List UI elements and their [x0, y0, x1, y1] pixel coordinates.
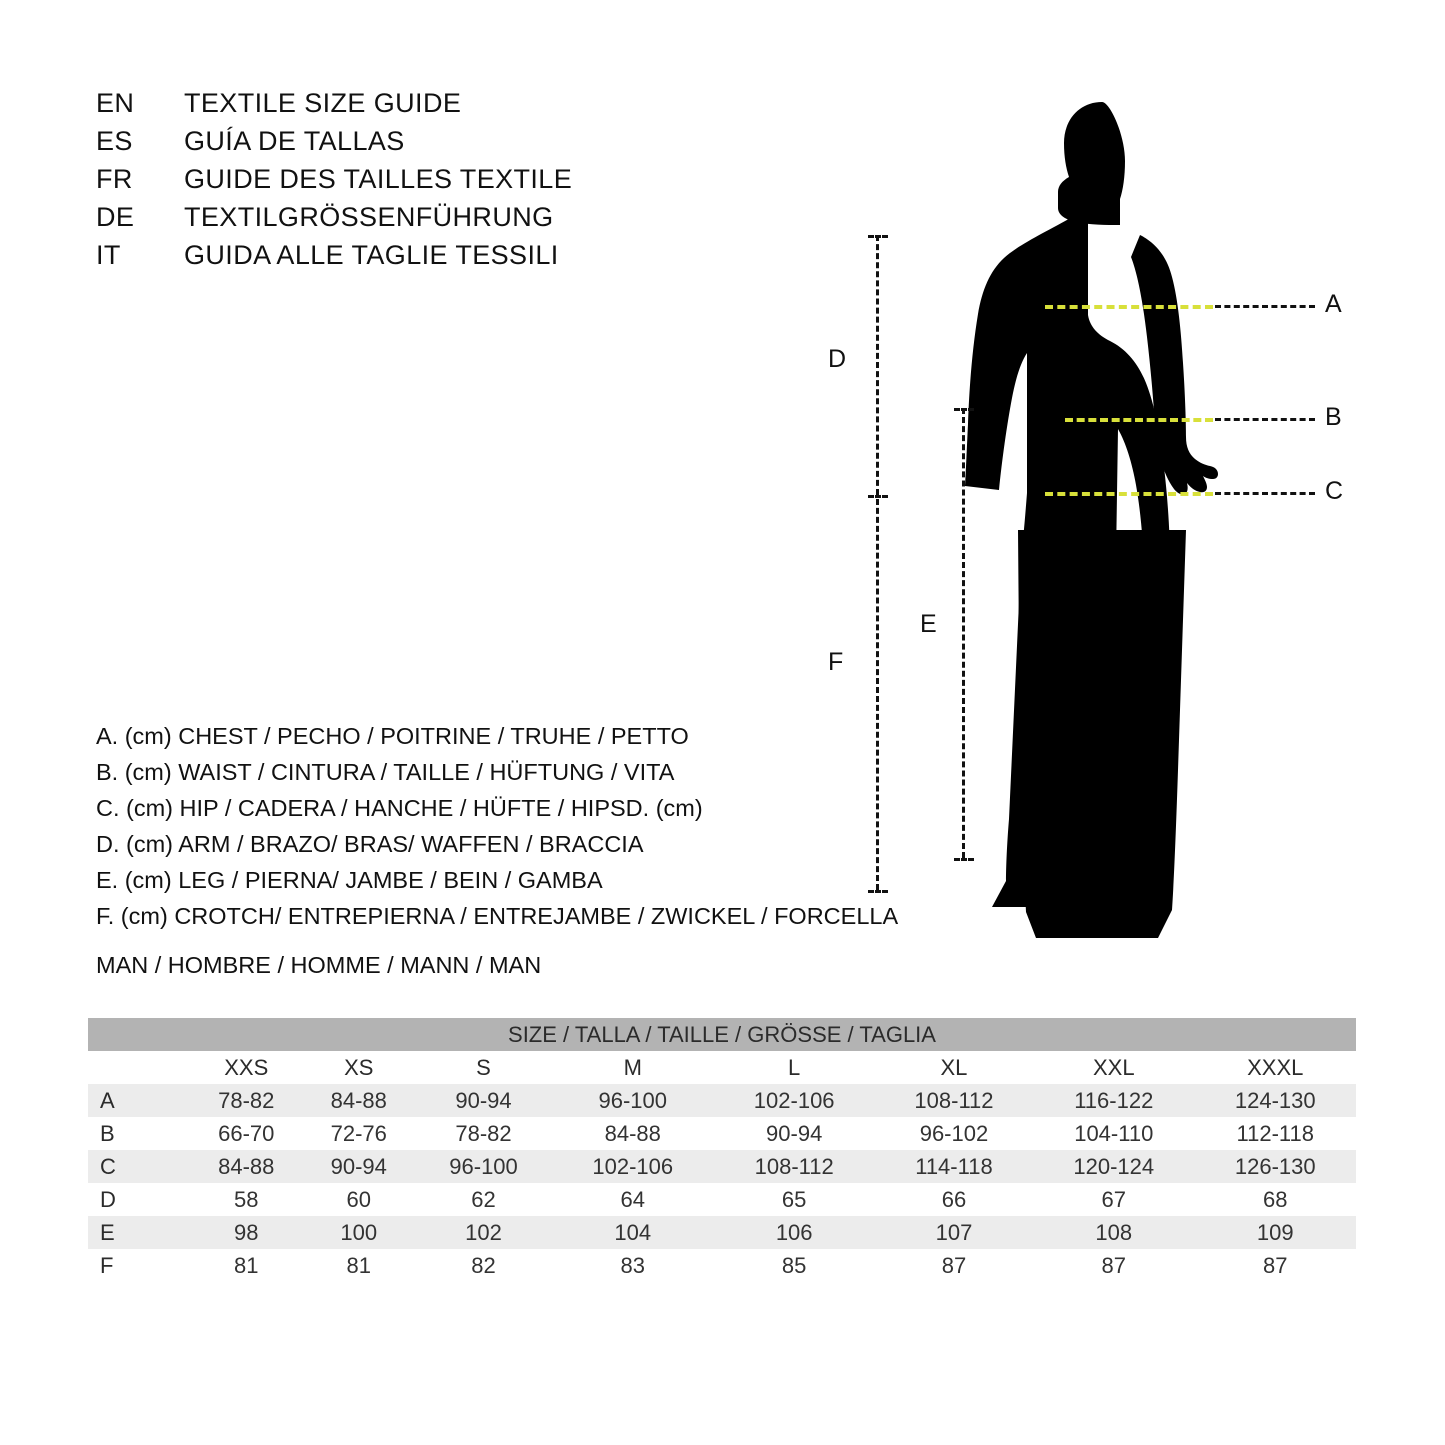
cell-c-xs: 90-94	[303, 1150, 416, 1183]
title-row-it	[96, 240, 716, 278]
title-row-es	[96, 126, 716, 164]
title-text-en: TEXTILE SIZE GUIDE	[184, 88, 462, 118]
cell-c-l: 108-112	[713, 1150, 874, 1183]
cell-d-xs: 60	[303, 1183, 416, 1216]
cell-f-m: 83	[552, 1249, 713, 1282]
cell-b-l: 90-94	[713, 1117, 874, 1150]
cell-a-xxl: 116-122	[1033, 1084, 1194, 1117]
figure-diagram	[828, 60, 1400, 960]
size-header-m: M	[552, 1051, 713, 1084]
legend-block	[96, 718, 899, 934]
cell-d-m: 64	[552, 1183, 713, 1216]
title-lang-it: IT	[96, 240, 121, 270]
cell-c-xxs: 84-88	[190, 1150, 303, 1183]
cell-c-xxxl: 126-130	[1194, 1150, 1356, 1183]
cell-b-xxxl: 112-118	[1194, 1117, 1356, 1150]
row-label-f: F	[88, 1249, 190, 1282]
legend-item-f: F. (cm) CROTCH/ ENTREPIERNA / ENTREJAMBE / ZWICKEL / FORCELLA	[96, 903, 899, 929]
sizes-row-corner	[88, 1051, 190, 1084]
title-row-en	[96, 88, 716, 126]
cell-b-xxl: 104-110	[1033, 1117, 1194, 1150]
size-header-xxxl: XXXL	[1194, 1051, 1356, 1084]
legend-item-b: B. (cm) WAIST / CINTURA / TAILLE / HÜFTUNG / VITA	[96, 759, 675, 785]
row-label-a: A	[88, 1084, 190, 1117]
arm-bracket-top	[868, 235, 888, 238]
table-row	[88, 1117, 1356, 1150]
cell-e-xs: 100	[303, 1216, 416, 1249]
cell-e-l: 106	[713, 1216, 874, 1249]
row-label-d: D	[88, 1183, 190, 1216]
cell-f-xxs: 81	[190, 1249, 303, 1282]
cell-a-xs: 84-88	[303, 1084, 416, 1117]
cell-a-s: 90-94	[415, 1084, 552, 1117]
waist-measure-line	[1065, 418, 1213, 422]
cell-a-xl: 108-112	[875, 1084, 1033, 1117]
size-table-wrapper	[88, 1018, 1356, 1282]
table-row	[88, 1183, 1356, 1216]
title-text-fr: GUIDE DES TAILLES TEXTILE	[184, 164, 573, 194]
title-lang-en: EN	[96, 88, 135, 118]
legend-item-e: E. (cm) LEG / PIERNA/ JAMBE / BEIN / GAMBA	[96, 867, 603, 893]
row-label-c: C	[88, 1150, 190, 1183]
legend-item-c: C. (cm) HIP / CADERA / HANCHE / HÜFTE / HIPSD. (cm)	[96, 795, 703, 821]
label-a: A	[1325, 290, 1342, 318]
cell-c-xxl: 120-124	[1033, 1150, 1194, 1183]
arm-bracket-line	[876, 235, 879, 495]
title-text-es: GUÍA DE TALLAS	[184, 126, 405, 156]
table-sizes-row	[88, 1051, 1356, 1084]
size-header-xxl: XXL	[1033, 1051, 1194, 1084]
label-b: B	[1325, 403, 1342, 431]
cell-c-xl: 114-118	[875, 1150, 1033, 1183]
crotch-bracket-line	[876, 490, 879, 890]
cell-d-xxxl: 68	[1194, 1183, 1356, 1216]
cell-f-xxxl: 87	[1194, 1249, 1356, 1282]
table-band-row	[88, 1018, 1356, 1051]
cell-e-s: 102	[415, 1216, 552, 1249]
hip-measure-line	[1045, 492, 1213, 496]
chest-leader-line	[1215, 305, 1315, 308]
cell-f-l: 85	[713, 1249, 874, 1282]
row-label-b: B	[88, 1117, 190, 1150]
waist-leader-line	[1215, 418, 1315, 421]
label-d: D	[828, 345, 847, 373]
cell-b-m: 84-88	[552, 1117, 713, 1150]
cell-d-xl: 66	[875, 1183, 1033, 1216]
cell-a-xxxl: 124-130	[1194, 1084, 1356, 1117]
table-row	[88, 1216, 1356, 1249]
chest-measure-line	[1045, 305, 1213, 309]
leg-bracket-top	[954, 408, 974, 411]
title-lang-fr: FR	[96, 164, 133, 194]
size-table	[88, 1018, 1356, 1282]
size-header-s: S	[415, 1051, 552, 1084]
table-row	[88, 1084, 1356, 1117]
legend-item-a: A. (cm) CHEST / PECHO / POITRINE / TRUHE / PETTO	[96, 723, 689, 749]
cell-a-l: 102-106	[713, 1084, 874, 1117]
gender-label: MAN / HOMBRE / HOMME / MANN / MAN	[96, 952, 542, 978]
title-row-fr	[96, 164, 716, 202]
cell-c-m: 102-106	[552, 1150, 713, 1183]
label-f: F	[828, 648, 844, 676]
title-lang-es: ES	[96, 126, 133, 156]
label-c: C	[1325, 477, 1344, 505]
cell-f-s: 82	[415, 1249, 552, 1282]
cell-e-xxxl: 109	[1194, 1216, 1356, 1249]
cell-b-xl: 96-102	[875, 1117, 1033, 1150]
cell-e-xxs: 98	[190, 1216, 303, 1249]
cell-d-xxs: 58	[190, 1183, 303, 1216]
size-header-xs: XS	[303, 1051, 416, 1084]
size-header-l: L	[713, 1051, 874, 1084]
table-band-label: SIZE / TALLA / TAILLE / GRÖSSE / TAGLIA	[88, 1018, 1356, 1051]
cell-b-xxs: 66-70	[190, 1117, 303, 1150]
crotch-bracket-bottom	[868, 890, 888, 893]
title-text-it: GUIDA ALLE TAGLIE TESSILI	[184, 240, 559, 270]
label-e: E	[920, 610, 937, 638]
cell-a-xxs: 78-82	[190, 1084, 303, 1117]
cell-b-xs: 72-76	[303, 1117, 416, 1150]
leg-bracket-bottom	[954, 858, 974, 861]
cell-e-xl: 107	[875, 1216, 1033, 1249]
leg-bracket-line	[962, 408, 965, 858]
legend-item-d: D. (cm) ARM / BRAZO/ BRAS/ WAFFEN / BRACCIA	[96, 831, 644, 857]
cell-f-xl: 87	[875, 1249, 1033, 1282]
man-silhouette-icon	[840, 60, 1400, 960]
cell-d-s: 62	[415, 1183, 552, 1216]
cell-d-l: 65	[713, 1183, 874, 1216]
cell-c-s: 96-100	[415, 1150, 552, 1183]
size-header-xxs: XXS	[190, 1051, 303, 1084]
title-block	[96, 88, 716, 278]
cell-e-m: 104	[552, 1216, 713, 1249]
hip-leader-line	[1215, 492, 1315, 495]
size-header-xl: XL	[875, 1051, 1033, 1084]
table-row	[88, 1249, 1356, 1282]
title-text-de: TEXTILGRÖSSENFÜHRUNG	[184, 202, 554, 232]
table-row	[88, 1150, 1356, 1183]
cell-f-xs: 81	[303, 1249, 416, 1282]
cell-f-xxl: 87	[1033, 1249, 1194, 1282]
row-label-e: E	[88, 1216, 190, 1249]
cell-b-s: 78-82	[415, 1117, 552, 1150]
title-lang-de: DE	[96, 202, 135, 232]
cell-e-xxl: 108	[1033, 1216, 1194, 1249]
cell-a-m: 96-100	[552, 1084, 713, 1117]
cell-d-xxl: 67	[1033, 1183, 1194, 1216]
title-row-de	[96, 202, 716, 240]
